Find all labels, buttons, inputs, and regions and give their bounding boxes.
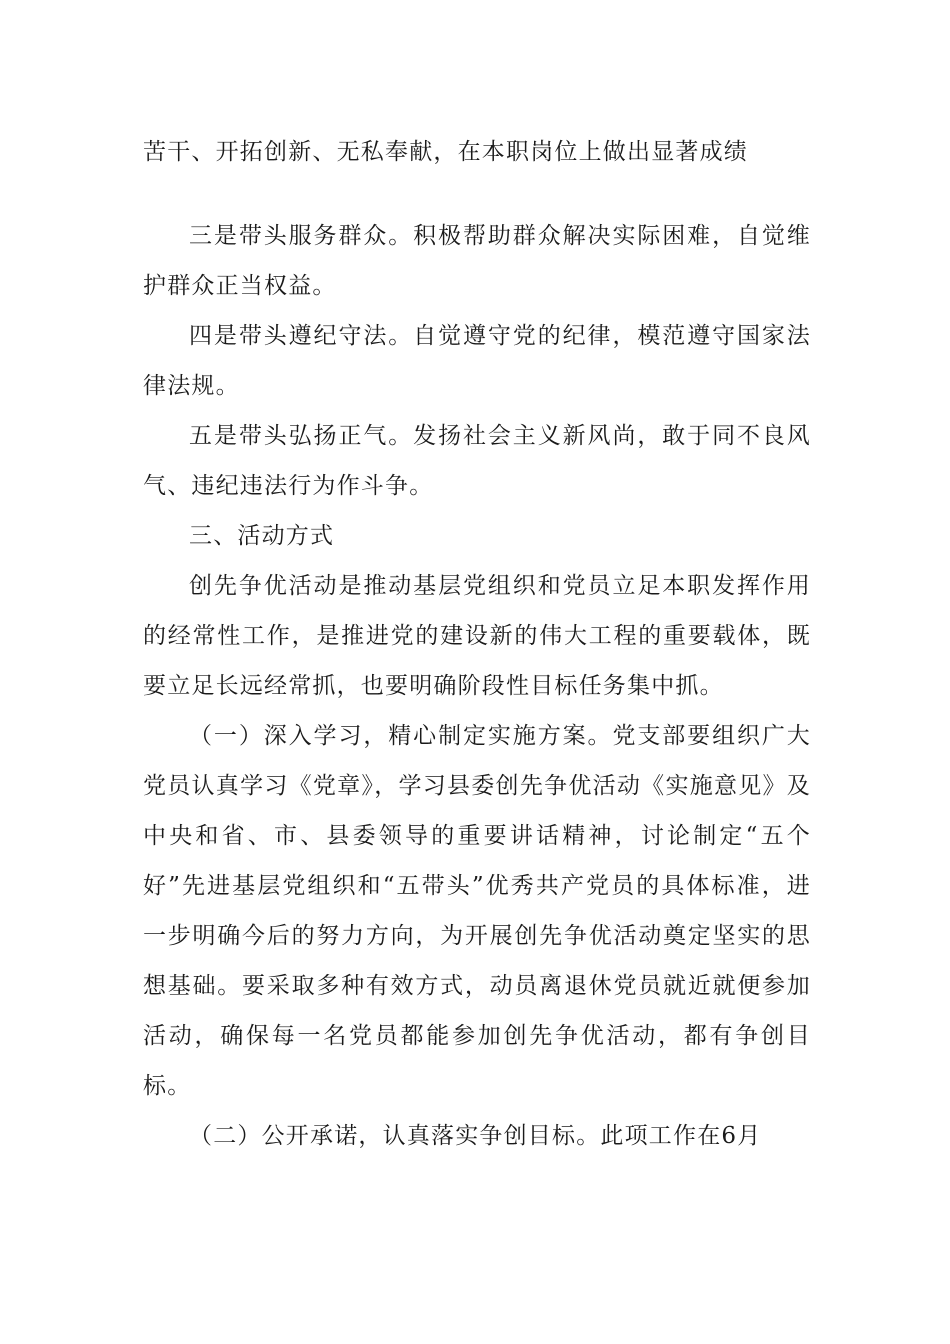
paragraph-activity-overview: 创先争优活动是推动基层党组织和党员立足本职发挥作用的经常性工作，是推进党的建设新的伟大工程的重要载体，既要立足长远经常抓，也要明确阶段性目标任务集中抓。 xyxy=(143,573,811,699)
paragraph-gap xyxy=(143,177,811,211)
paragraph-public-commitment: （二）公开承诺，认真落实争创目标。此项工作在6月 xyxy=(189,1123,762,1149)
paragraph-obey-law: 四是带头遵纪守法。自觉遵守党的纪律，模范遵守国家法律法规。 xyxy=(143,323,811,399)
document-body xyxy=(143,127,811,1161)
section-heading-activity-methods: 三、活动方式 xyxy=(189,523,335,549)
paragraph-serve-masses: 三是带头服务群众。积极帮助群众解决实际困难，自觉维护群众正当权益。 xyxy=(143,223,811,299)
paragraph-uphold-righteousness: 五是带头弘扬正气。发扬社会主义新风尚，敢于同不良风气、违纪违法行为作斗争。 xyxy=(143,423,811,499)
paragraph-study-plan: （一）深入学习，精心制定实施方案。党支部要组织广大党员认真学习《党章》，学习县委创先争优活动《实施意见》及中央和省、市、县委领导的重要讲话精神，讨论制定“五个好”先进基层党组织和“五带头”优秀共产党员的具体标准，进一步明确今后的努力方向，为开展创先争优活动奠定坚实的思想基础。要采取多种有效方式，动员离退休党员就近就便参加活动，确保每一名党员都能参加创先争优活动，都有争创目标。 xyxy=(143,723,811,1099)
paragraph-continuation: 苦干、开拓创新、无私奉献，在本职岗位上做出显著成绩 xyxy=(143,139,748,165)
